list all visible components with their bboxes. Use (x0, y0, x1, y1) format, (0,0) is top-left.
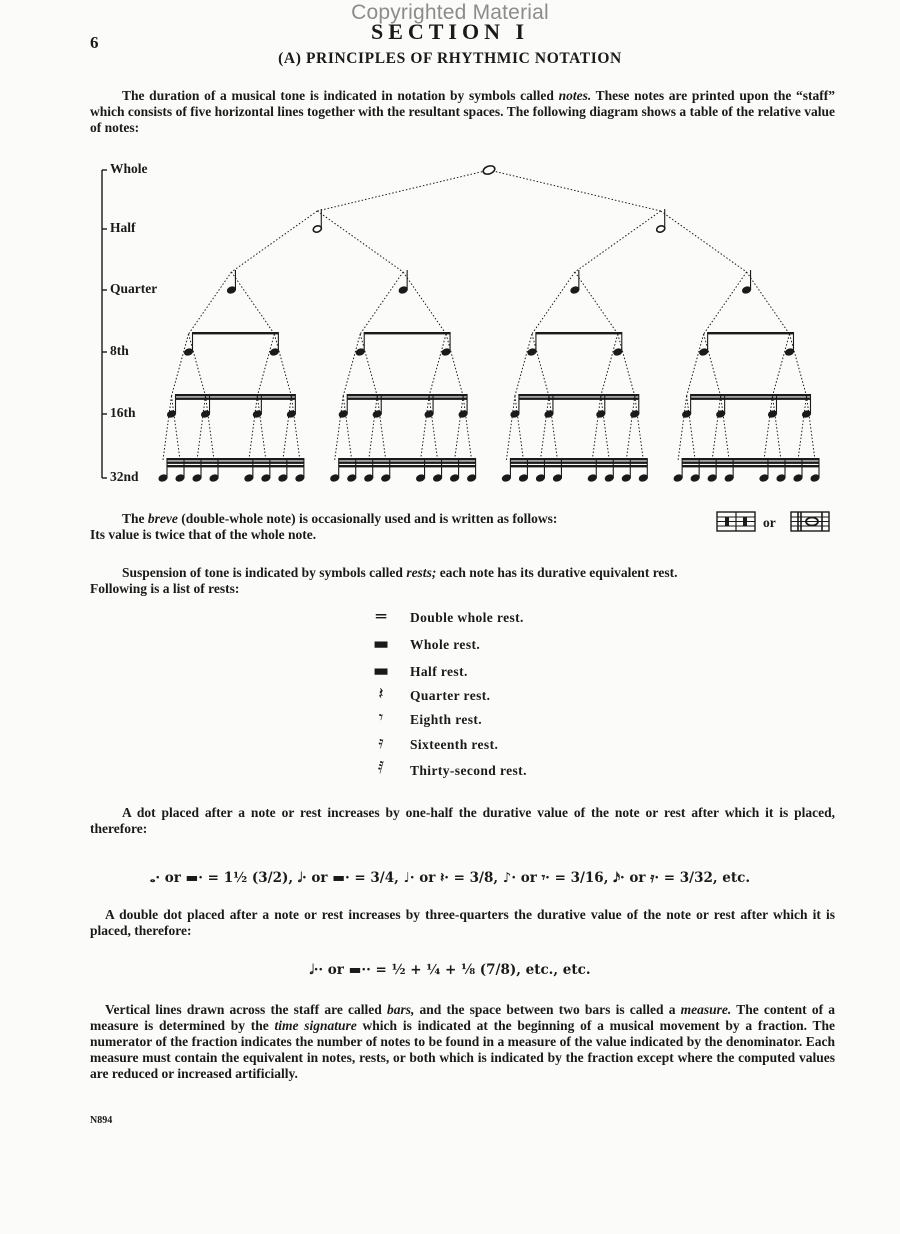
tree-connector-line (532, 272, 575, 334)
tree-connector-line (489, 170, 661, 211)
tree-connector-line (317, 170, 489, 211)
breve-text-1: The (122, 511, 148, 526)
breve-paragraph (90, 511, 710, 543)
bars-paragraph (90, 1002, 835, 1082)
tree-connector-line (764, 396, 773, 460)
32nd-beam (510, 465, 647, 467)
tree-connector-line (369, 396, 378, 460)
tree-connector-line (747, 272, 790, 334)
tree-connector-line (798, 396, 807, 460)
16th-beam (691, 398, 811, 400)
intro-text-1: The duration of a musical tone is indicated in notation by symbols called (122, 88, 559, 103)
tree-connector-line (163, 396, 172, 460)
tree-connector-line (687, 334, 704, 396)
rest-label: Quarter rest. (410, 688, 491, 703)
measure-term: measure. (680, 1002, 732, 1017)
rests-text-3: Following is a list of rests: (90, 581, 240, 596)
rest-label: Double whole rest. (410, 610, 524, 625)
dot-formula: 𝅝· or ▬· = 1½ (3/2), 𝅗𝅥· or ▬· = 3/4, ♩· or 𝄽· = 3/8, ♪· or 𝄾· = 3/16, 𝅘𝅥𝅯· or 𝄿· = 3/32, etc. (149, 870, 751, 886)
time-signature-term: time signature (274, 1018, 357, 1033)
rest-label: Thirty-second rest. (410, 763, 527, 778)
tree-connector-line (515, 334, 532, 396)
tree-connector-line (704, 272, 747, 334)
level-label-16th: 16th (110, 405, 136, 420)
page-number: 6 (90, 33, 99, 52)
tree-connector-line (421, 396, 430, 460)
eighth-rest-icon: 𝄾 (378, 708, 384, 728)
tree-connector-line (403, 272, 446, 334)
copyright-watermark: Copyrighted Material (351, 1, 549, 24)
tree-connector-line (575, 272, 618, 334)
8th-beam (193, 332, 279, 334)
level-label-8th: 8th (110, 343, 129, 358)
section-title: SECTION I (370, 19, 530, 44)
tree-connector-line (661, 211, 747, 272)
bars-text-4: which is indicated at the beginning of a musical movement by a fraction. The numerator of the fraction indicates the number of notes to be found in a measure of the value indicated by the denominator. Each measure must contain the equivalent in notes, rests, or both which is indicated by the fraction except where the computed values are reduced or increased artificially. (90, 1018, 836, 1081)
tree-connector-line (678, 396, 687, 460)
tree-connector-line (172, 334, 189, 396)
quarter-rest-icon: 𝄽 (378, 684, 384, 704)
tree-connector-line (274, 334, 291, 396)
tree-connector-line (360, 334, 377, 396)
level-label-half: Half (110, 220, 136, 235)
8th-beam (364, 332, 450, 334)
tree-connector-line (360, 272, 403, 334)
double-dot-formula: 𝅗𝅥·· or ▬·· = ½ + ¼ + ⅛ (7/8), etc., etc. (309, 962, 591, 978)
16th-beam (176, 398, 296, 400)
tree-connector-line (772, 334, 789, 396)
tree-connector-line (626, 396, 635, 460)
rests-text-1: Suspension of tone is indicated by symbols called (122, 565, 407, 580)
half-rest-icon: ▬ (372, 661, 390, 681)
tree-connector-line (343, 334, 360, 396)
16th-beam (691, 394, 811, 396)
rest-label: Eighth rest. (410, 712, 483, 727)
32nd-beam (682, 462, 819, 464)
sixteenth-rest-icon: 𝄿 (378, 733, 384, 753)
level-label-quarter: Quarter (110, 281, 158, 296)
tree-connector-line (618, 334, 635, 396)
16th-beam (176, 394, 296, 396)
16th-beam (347, 398, 467, 400)
tree-connector-line (592, 396, 601, 460)
32nd-beam (167, 458, 304, 460)
16th-beam (519, 394, 639, 396)
double-whole-rest-icon: ═ (375, 607, 387, 627)
footer-code: N894 (90, 1115, 113, 1126)
breve-term: breve (147, 511, 178, 526)
8th-beam (708, 332, 794, 334)
level-label-whole: Whole (110, 161, 148, 176)
tree-connector-line (249, 396, 258, 460)
bars-text-2: and the space between two bars is called a (414, 1002, 681, 1017)
32nd-beam (682, 458, 819, 460)
tree-connector-line (575, 211, 661, 272)
breve-symbol-2 (790, 510, 830, 534)
bars-term: bars, (386, 1002, 415, 1017)
tree-connector-line (712, 396, 721, 460)
rests-term: rests; (406, 565, 437, 580)
note-value-tree-diagram (0, 0, 900, 510)
tree-connector-line (335, 396, 344, 460)
bars-text-3: The content of a measure is determined by the (90, 1002, 836, 1033)
32nd-beam (167, 465, 304, 467)
32nd-beam (339, 462, 476, 464)
breve-or-text: or (763, 515, 776, 530)
tree-connector-line (429, 334, 446, 396)
whole-rest-icon: ▬ (372, 634, 390, 654)
tree-connector-line (704, 334, 721, 396)
tree-connector-line (189, 272, 232, 334)
8th-beam (536, 332, 622, 334)
double-dot-paragraph: A double dot placed after a note or rest increases by three-quarters the durative value of the note or rest after which it is placed, therefore: (90, 907, 835, 938)
16th-beam (519, 398, 639, 400)
rest-label: Sixteenth rest. (410, 737, 499, 752)
32nd-beam (339, 465, 476, 467)
32nd-beam (510, 458, 647, 460)
32nd-beam (510, 462, 647, 464)
rests-text-2: each note has its durative equivalent rest. (436, 565, 678, 580)
tree-connector-line (446, 334, 463, 396)
tree-connector-line (231, 211, 317, 272)
tree-connector-line (455, 396, 464, 460)
tree-connector-line (257, 334, 274, 396)
rests-intro-paragraph (90, 565, 835, 597)
32nd-beam (167, 462, 304, 464)
tree-connector-line (197, 396, 206, 460)
tree-connector-line (231, 272, 274, 334)
breve-text-3: Its value is twice that of the whole note. (90, 527, 317, 542)
tree-connector-line (532, 334, 549, 396)
tree-connector-line (506, 396, 515, 460)
intro-text-2: These notes are printed upon the “staff” which consists of five horizontal lines together with the resultant spaces. The following diagram shows a table of the relative value of notes: (90, 88, 835, 135)
32nd-beam (682, 465, 819, 467)
tree-connector-line (540, 396, 549, 460)
thirty-second-rest-icon: 𝅀 (377, 758, 385, 778)
level-label-32nd: 32nd (110, 469, 139, 484)
tree-connector-line (317, 211, 403, 272)
rest-label: Whole rest. (410, 637, 481, 652)
16th-beam (347, 394, 467, 396)
whole-note-head (482, 164, 496, 175)
32nd-beam (339, 458, 476, 460)
tree-connector-line (601, 334, 618, 396)
tree-connector-line (189, 334, 206, 396)
notes-term: notes. (558, 88, 592, 103)
tree-connector-line (283, 396, 292, 460)
dot-paragraph: A dot placed after a note or rest increases by one-half the durative value of the note or rest after which it is placed, therefore: (90, 805, 835, 836)
rest-label: Half rest. (410, 664, 468, 679)
tree-connector-line (789, 334, 806, 396)
bars-text-1: Vertical lines drawn across the staff are called (105, 1002, 387, 1017)
section-subtitle: (A) PRINCIPLES OF RHYTHMIC NOTATION (278, 50, 622, 67)
breve-text-2: (double-whole note) is occasionally used and is written as follows: (177, 511, 558, 526)
breve-symbol-1 (716, 510, 756, 534)
